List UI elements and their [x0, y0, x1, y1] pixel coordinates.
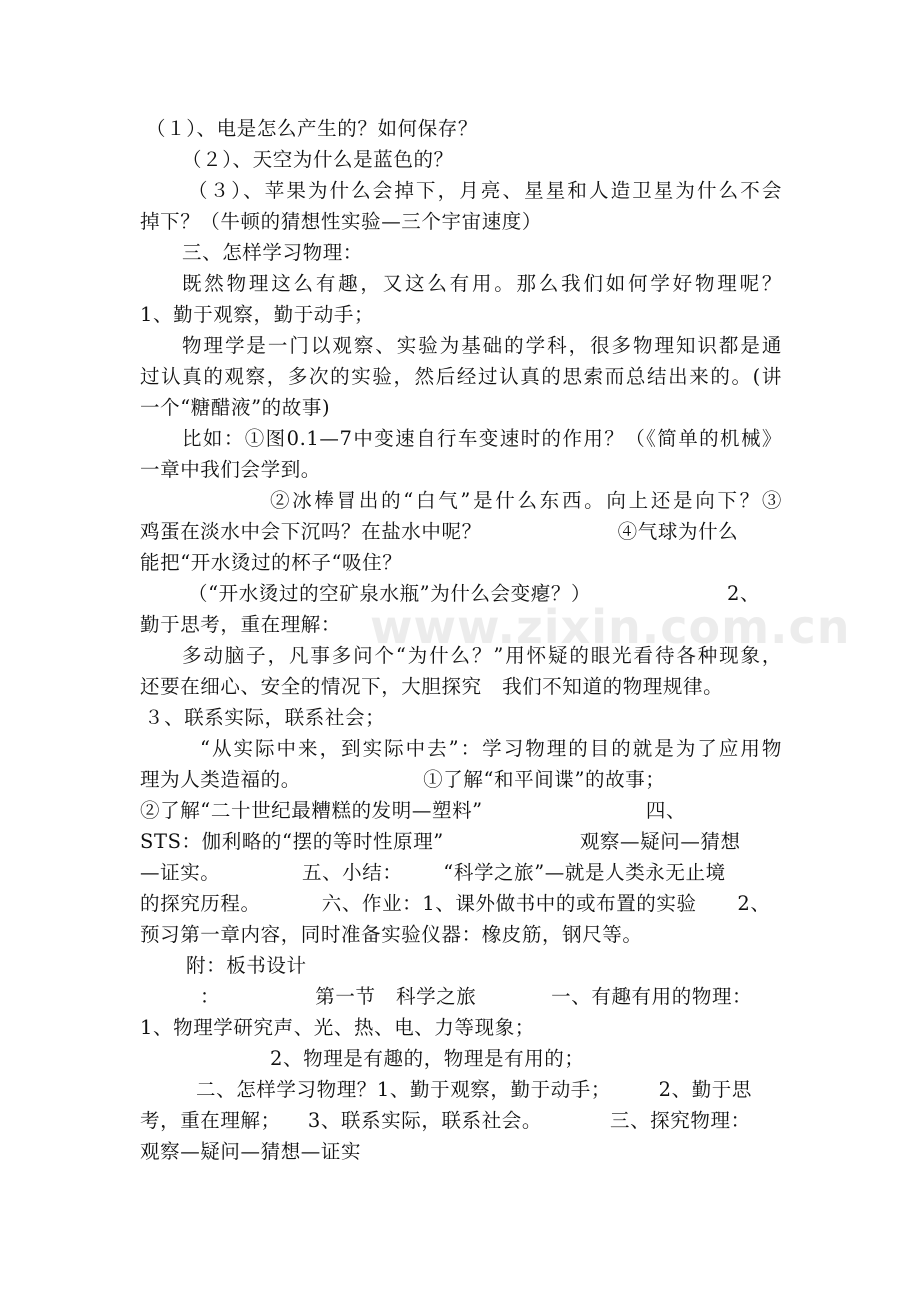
- text-line: 过认真的观察，多次的实验，然后经过认真的思索而总结出来的。(讲: [140, 365, 782, 388]
- text-line: 三、怎样学习物理：: [182, 241, 363, 264]
- text-line: 鸡蛋在淡水中会下沉吗？在盐水中呢？ ④气球为什么: [140, 520, 739, 543]
- text-line: STS：伽利略的“摆的等时性原理” 观察—疑问—猜想: [140, 830, 741, 853]
- text-line: “从实际中来，到实际中去”：学习物理的目的就是为了应用物: [200, 737, 782, 760]
- text-line: 能把“开水烫过的杯子“吸住？: [140, 551, 403, 574]
- text-line: 1、勤于观察，勤于动手；: [140, 303, 375, 326]
- text-line: 既然物理这么有趣，又这么有用。那么我们如何学好物理呢？: [182, 272, 782, 295]
- text-line: 勤于思考，重在理解：: [140, 613, 342, 636]
- text-line: 多动脑子，凡事多问个“为什么？”用怀疑的眼光看待各种现象，: [182, 644, 782, 667]
- text-line: 1、物理学研究声、光、热、电、力等现象；: [140, 1016, 535, 1039]
- text-line: ３、联系实际，联系社会；: [144, 706, 386, 729]
- text-line: 物理学是一门以观察、实验为基础的学科，很多物理知识都是通: [182, 334, 782, 357]
- text-line: —证实。 五、小结： “科学之旅”—就是人类永无止境: [140, 861, 726, 884]
- text-line: （“开水烫过的空矿泉水瓶”为什么会变瘪？） 2、: [188, 582, 761, 605]
- text-line: 考，重在理解； 3、联系实际，联系社会。 三、探究物理：: [140, 1109, 751, 1132]
- text-line: 掉下？（牛顿的猜想性实验—三个宇宙速度）: [140, 210, 543, 233]
- text-line: （２）、天空为什么是蓝色的？: [182, 148, 454, 171]
- text-line: 还要在细心、安全的情况下，大胆探究 我们不知道的物理规律。: [140, 675, 724, 698]
- text-line: 观察—疑问—猜想—证实: [140, 1140, 362, 1163]
- watermark: www.zixin.com.cn: [370, 600, 851, 654]
- text-line: （３）、苹果为什么会掉下，月亮、星星和人造卫星为什么不会: [188, 179, 782, 202]
- text-line: 附：板书设计: [186, 954, 307, 977]
- text-line: （１）、电是怎么产生的？如何保存？: [146, 117, 478, 140]
- text-line: 理为人类造福的。 ①了解“和平间谍”的故事；: [140, 768, 666, 791]
- text-line: 一个“糖醋液”的故事): [140, 396, 331, 419]
- text-line: 一章中我们会学到。: [140, 458, 321, 481]
- text-line: ②了解“二十世纪最糟糕的发明—塑料” 四、: [140, 799, 687, 822]
- text-line: 的探究历程。 六、作业：1、课外做书中的或布置的实验 2、: [140, 892, 771, 915]
- text-line: 比如：①图0.1—7中变速自行车变速时的作用？（《简单的机械》: [182, 427, 782, 450]
- text-line: 预习第一章内容，同时准备实验仪器：橡皮筋，钢尺等。: [140, 923, 643, 946]
- text-line: ②冰棒冒出的“白气”是什么东西。向上还是向下？③: [270, 489, 782, 512]
- text-line: 2、物理是有趣的，物理是有用的；: [270, 1047, 585, 1070]
- text-line: ： 第一节 科学之旅 一、有趣有用的物理：: [200, 985, 753, 1008]
- text-line: 二、怎样学习物理？1、勤于观察，勤于动手； 2、勤于思: [196, 1078, 753, 1101]
